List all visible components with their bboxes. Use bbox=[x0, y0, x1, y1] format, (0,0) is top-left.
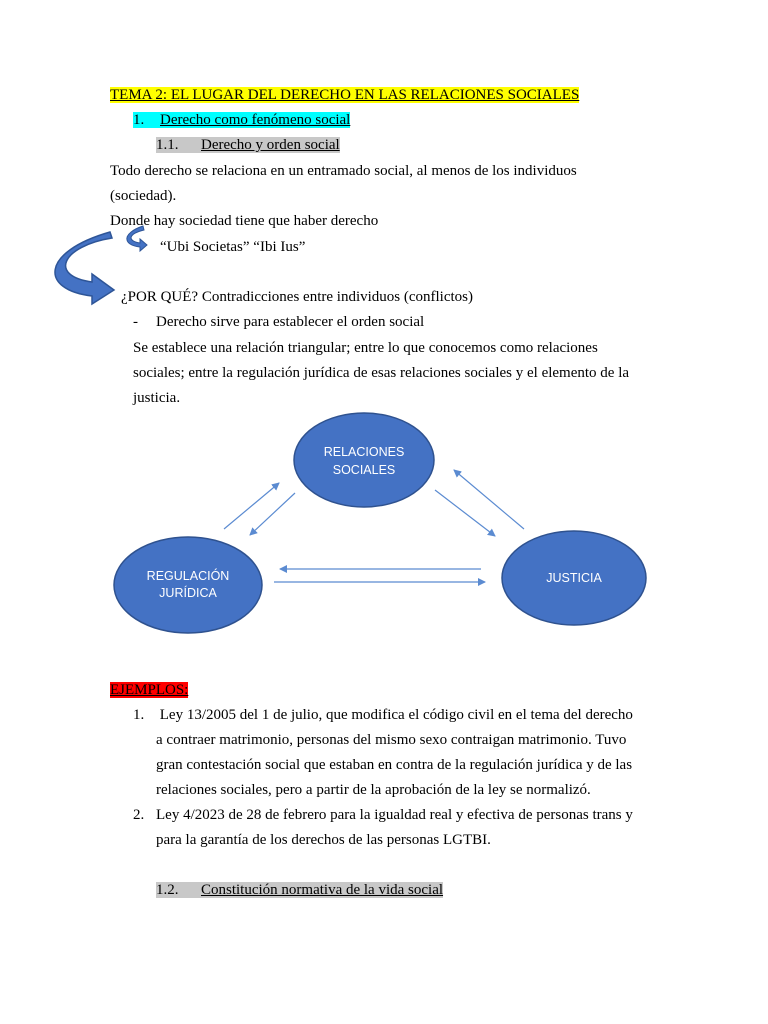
node-label-line: SOCIALES bbox=[332, 463, 396, 477]
section-1-2-label: Constitución normativa de la vida social bbox=[201, 882, 444, 898]
list-item-line: gran contestación social que estaban en contra de la regulación jurídica y de las bbox=[156, 757, 633, 773]
list-item-line: a contraer matrimonio, personas del mismo sexo contraigan matrimonio. Tuvo bbox=[156, 732, 627, 748]
curved-arrow-icon bbox=[55, 232, 114, 304]
section-1-2-number: 1.2. bbox=[156, 882, 179, 898]
node-label-line: JURÍDICA bbox=[159, 586, 217, 600]
paragraph-line: (sociedad). bbox=[110, 188, 177, 204]
list-item bbox=[133, 806, 633, 824]
title-text: TEMA 2: EL LUGAR DEL DERECHO EN LAS RELACIONES SOCIALES bbox=[110, 87, 580, 103]
examples-heading-text: EJEMPLOS: bbox=[110, 682, 189, 698]
paragraph-line: Todo derecho se relaciona en un entramado social, al menos de los individuos bbox=[110, 163, 577, 179]
section-1-1-number: 1.1. bbox=[156, 137, 179, 153]
bullet-marker: - bbox=[133, 314, 138, 330]
bullet-text: Derecho sirve para establecer el orden social bbox=[156, 314, 425, 330]
section-1-2-heading bbox=[156, 881, 443, 899]
list-item-text: Ley 13/2005 del 1 de julio, que modifica el código civil en el tema del derecho bbox=[156, 707, 633, 723]
list-item bbox=[133, 706, 633, 724]
node-relaciones-sociales bbox=[294, 413, 434, 507]
section-1-label: Derecho como fenómeno social bbox=[160, 112, 351, 128]
arrow-justicia-to-relaciones bbox=[454, 470, 524, 529]
node-regulacion-juridica bbox=[114, 537, 262, 633]
node-label-line: REGULACIÓN bbox=[146, 569, 230, 583]
arrow-regulacion-to-relaciones bbox=[224, 483, 279, 529]
paragraph-line: sociales; entre la regulación jurídica de esas relaciones sociales y el elemento de la bbox=[133, 365, 630, 381]
why-line: ¿POR QUÉ? Contradicciones entre individuos (conflictos) bbox=[121, 289, 474, 305]
examples-heading bbox=[110, 681, 188, 699]
arrow-relaciones-to-regulacion bbox=[250, 493, 295, 535]
node-label-line: RELACIONES bbox=[323, 445, 405, 459]
latin-quote: “Ubi Societas” “Ibi Ius” bbox=[160, 239, 306, 255]
list-item-line: relaciones sociales, pero a partir de la aprobación de la ley se normalizó. bbox=[156, 782, 591, 798]
paragraph-line: Se establece una relación triangular; entre lo que conocemos como relaciones bbox=[133, 340, 598, 356]
node-label-line: JUSTICIA bbox=[546, 571, 602, 585]
section-1-number: 1. bbox=[133, 112, 145, 128]
list-item-number: 2. bbox=[133, 807, 145, 823]
paragraph-line: Donde hay sociedad tiene que haber derecho bbox=[110, 213, 379, 229]
list-item-line: para la garantía de los derechos de las personas LGTBI. bbox=[156, 832, 491, 848]
small-curved-arrow-icon bbox=[127, 226, 147, 251]
paragraph-line: justicia. bbox=[133, 390, 181, 406]
section-1-1-label: Derecho y orden social bbox=[201, 137, 340, 153]
list-item-text: Ley 4/2023 de 28 de febrero para la igualdad real y efectiva de personas trans y bbox=[156, 807, 633, 823]
list-item-number: 1. bbox=[133, 707, 145, 723]
